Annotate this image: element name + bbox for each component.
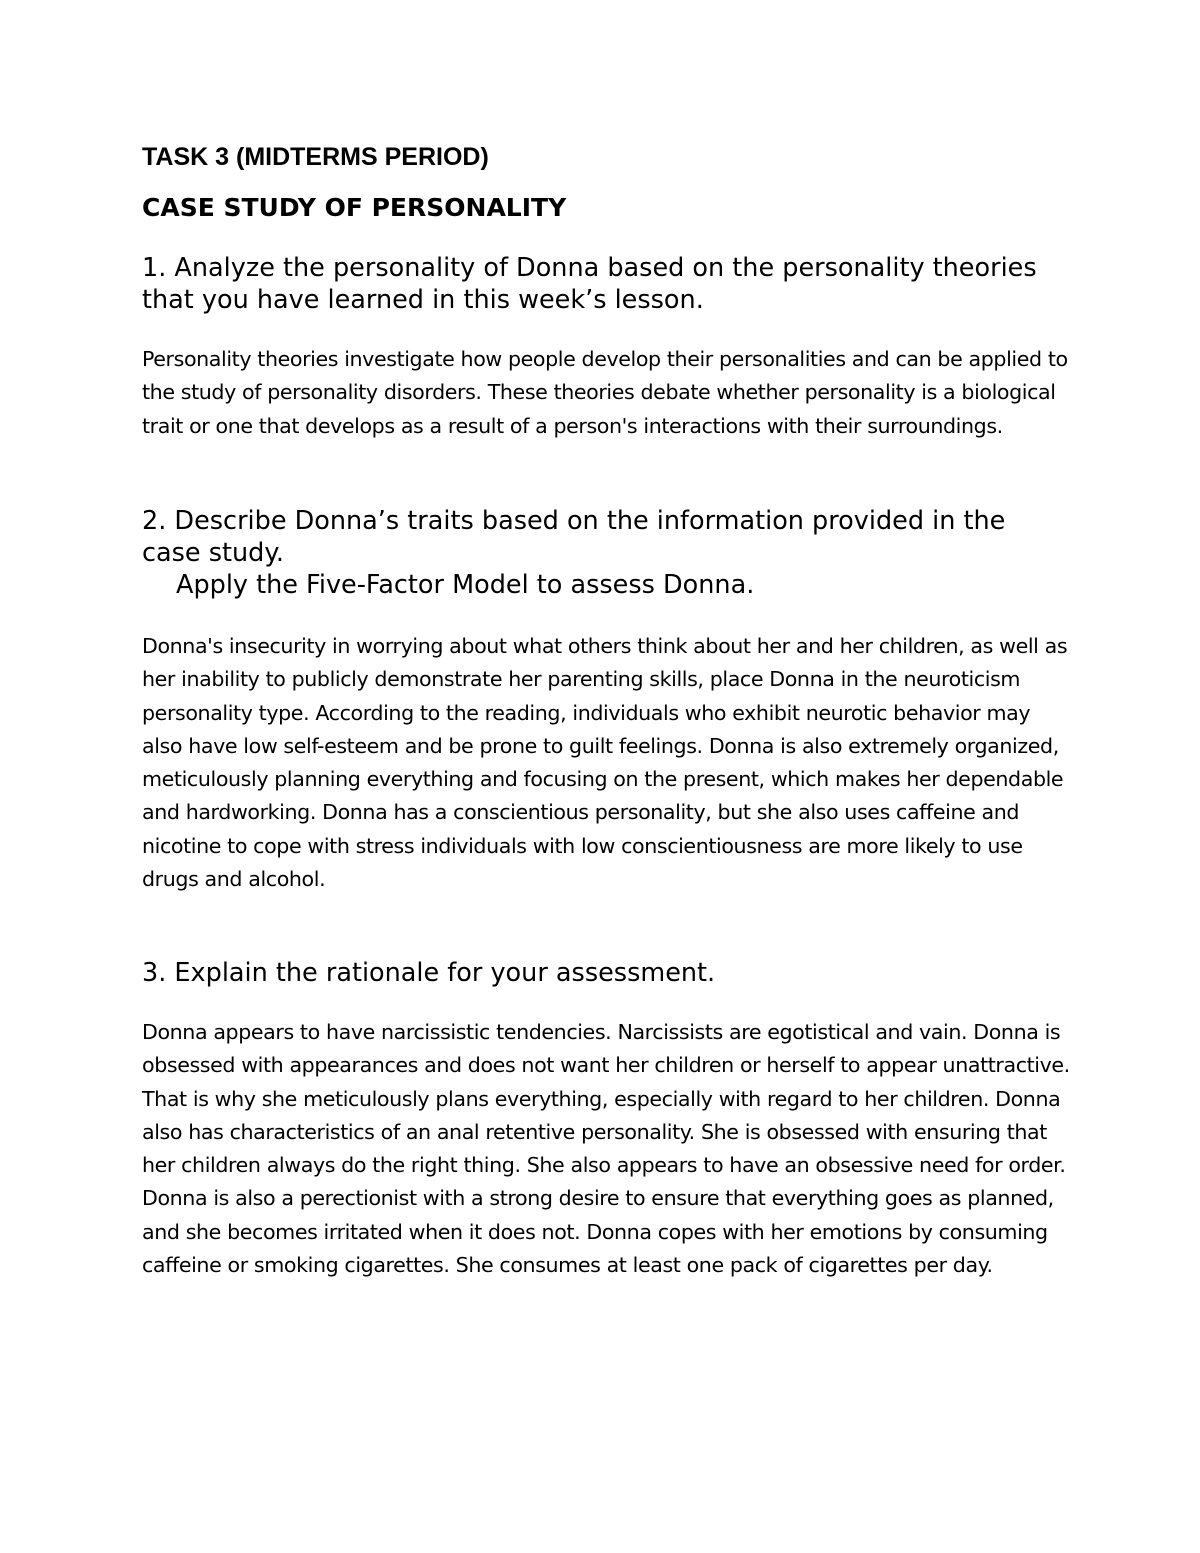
- answer-3: Donna appears to have narcissistic tendencies. Narcissists are egotistical and vain. Donna is obsessed with appearances and does not want her children or herself to appear unattractive. That is why she meticulously plans everything, especially with regard to her children. Donna also has characteristics of an anal retentive personality. She is obsessed with ensuring that her children always do the right thing. She also appears to have an obsessive need for order. Donna is also a perectionist with a strong desire to ensure that everything goes as planned, and she becomes irritated when it does not. Donna copes with her emotions by consuming caffeine or smoking cigarettes. She consumes at least one pack of cigarettes per day.: [142, 1020, 1070, 1278]
- answer-2: Donna's insecurity in worrying about what others think about her and her children, as well as her inability to publicly demonstrate her parenting skills, place Donna in the neuroticism personality type. According to the reading, individuals who exhibit neurotic behavior may also have low self-esteem and be prone to guilt feelings. Donna is also extremely organized, meticulously planning everything and focusing on the present, which makes her dependable and hardworking. Donna has a conscientious personality, but she also uses caffeine and nicotine to cope with stress individuals with low conscientiousness are more likely to use drugs and alcohol.: [142, 634, 1068, 892]
- answer-1: Personality theories investigate how people develop their personalities and can be applied to the study of personality disorders. These theories debate whether personality is a biological trait or one that develops as a result of a person's interactions with their surroundings.: [142, 347, 1068, 438]
- question-2: [142, 505, 1072, 601]
- question-2-subprompt: Apply the Five-Factor Model to assess Donna.: [176, 570, 755, 600]
- case-study-title: CASE STUDY OF PERSONALITY: [142, 193, 567, 222]
- question-3: 3. Explain the rationale for your assessment.: [142, 958, 716, 988]
- question-1: 1. Analyze the personality of Donna based on the personality theories that you have learned in this week’s lesson.: [142, 253, 1037, 315]
- task-title: TASK 3 (MIDTERMS PERIOD): [142, 143, 489, 171]
- question-2-text: 2. Describe Donna’s traits based on the information provided in the case study.: [142, 506, 1006, 568]
